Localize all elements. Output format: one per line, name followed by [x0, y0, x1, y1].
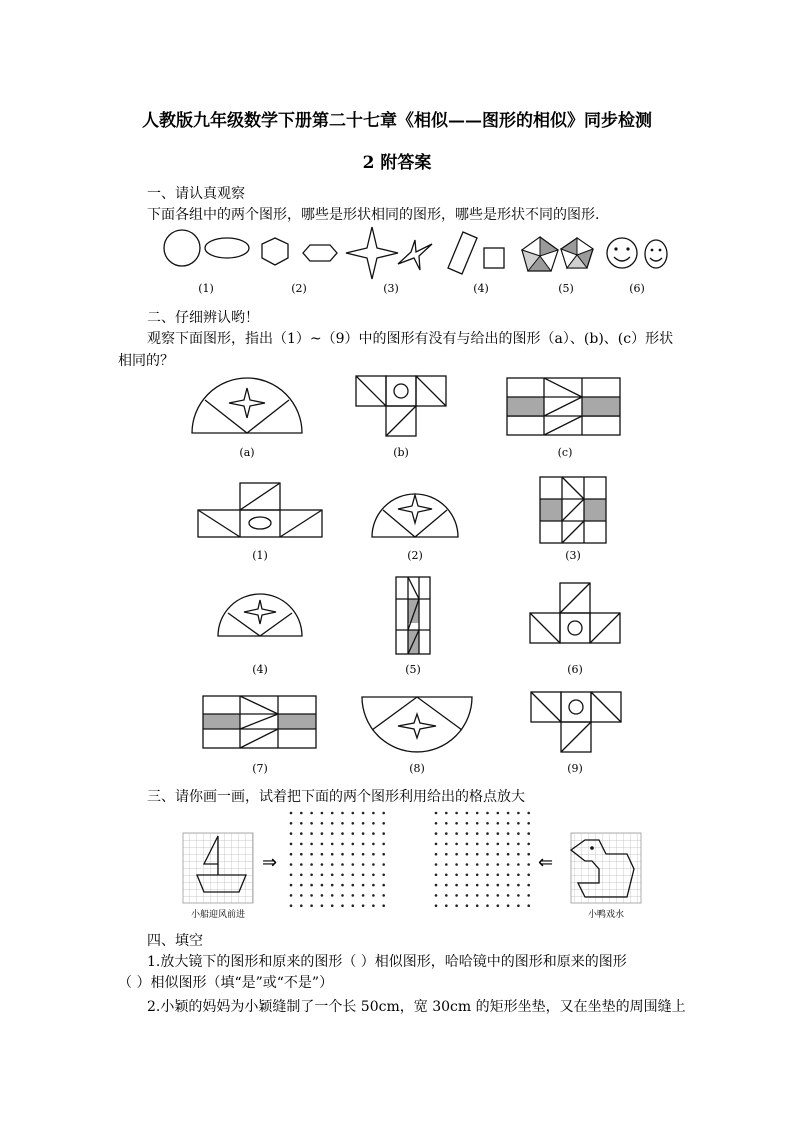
- grid-dot: [497, 853, 500, 856]
- grid-dot: [466, 884, 469, 887]
- grid-dot: [321, 812, 324, 815]
- caption-1: (1): [252, 549, 268, 562]
- grid-dot: [290, 863, 293, 866]
- grid-dot: [445, 822, 448, 825]
- dot-grid-right: [435, 812, 530, 907]
- grid-dot: [310, 843, 313, 846]
- grid-dot: [517, 843, 520, 846]
- grid-dot: [382, 832, 385, 835]
- grid-dot: [445, 904, 448, 907]
- section1-prompt: 下面各组中的两个图形，哪些是形状相同的图形，哪些是形状不同的图形.: [147, 207, 600, 223]
- grid-dot: [331, 812, 334, 815]
- grid-dot: [517, 874, 520, 877]
- grid-dot: [507, 894, 510, 897]
- grid-dot: [352, 884, 355, 887]
- section1-caption-4: (4): [473, 282, 489, 295]
- grid-dot: [290, 822, 293, 825]
- section2-prompt-line1: 观察下面图形，指出（1）~（9）中的图形有没有与给出的图形（a）、(b)、(c）形状: [147, 331, 674, 347]
- grid-dot: [290, 904, 293, 907]
- grid-dot: [476, 832, 479, 835]
- grid-dot: [445, 884, 448, 887]
- caption-3: (3): [565, 549, 581, 562]
- grid-dot: [455, 822, 458, 825]
- grid-dot: [382, 884, 385, 887]
- grid-dot: [527, 894, 530, 897]
- grid-dot: [321, 863, 324, 866]
- grid-dot: [382, 822, 385, 825]
- grid-dot: [455, 863, 458, 866]
- question1-line2: （ ）相似图形（填“是”或“不是”）: [118, 975, 334, 991]
- grid-dot: [321, 904, 324, 907]
- grid-dot: [300, 822, 303, 825]
- caption-5: (5): [405, 663, 421, 676]
- caption-4: (4): [252, 663, 268, 676]
- grid-dot: [310, 832, 313, 835]
- grid-dot: [310, 853, 313, 856]
- duck-caption: 小鸭戏水: [587, 910, 624, 920]
- grid-dot: [331, 863, 334, 866]
- grid-dot: [435, 863, 438, 866]
- grid-dot: [310, 812, 313, 815]
- grid-dot: [382, 812, 385, 815]
- grid-dot: [352, 874, 355, 877]
- grid-dot: [507, 863, 510, 866]
- grid-dot: [290, 843, 293, 846]
- question1-line1: 1.放大镜下的图形和原来的图形（ ）相似图形，哈哈镜中的图形和原来的图形: [147, 954, 627, 970]
- grid-dot: [310, 884, 313, 887]
- grid-dot: [455, 812, 458, 815]
- grid-dot: [331, 832, 334, 835]
- grid-dot: [486, 812, 489, 815]
- grid-dot: [455, 874, 458, 877]
- section3-heading: 三、请你画一画，试着把下面的两个图形利用给出的格点放大: [147, 789, 525, 805]
- grid-dot: [331, 853, 334, 856]
- grid-dot: [466, 853, 469, 856]
- grid-dot: [517, 904, 520, 907]
- grid-dot: [290, 884, 293, 887]
- grid-dot: [486, 904, 489, 907]
- grid-dot: [486, 863, 489, 866]
- grid-dot: [527, 904, 530, 907]
- grid-dot: [527, 843, 530, 846]
- grid-dot: [497, 894, 500, 897]
- grid-dot: [382, 894, 385, 897]
- grid-dot: [497, 832, 500, 835]
- grid-dot: [486, 894, 489, 897]
- grid-dot: [497, 843, 500, 846]
- grid-dot: [331, 822, 334, 825]
- grid-dot: [435, 843, 438, 846]
- grid-dot: [476, 904, 479, 907]
- grid-dot: [497, 874, 500, 877]
- grid-dot: [497, 812, 500, 815]
- grid-dot: [527, 832, 530, 835]
- caption-9: (9): [567, 762, 583, 775]
- grid-dot: [300, 843, 303, 846]
- grid-dot: [497, 904, 500, 907]
- grid-dot: [466, 843, 469, 846]
- dot-grid-left: [290, 812, 385, 907]
- grid-dot: [362, 832, 365, 835]
- boat-grid: [183, 833, 253, 903]
- grid-dot: [352, 853, 355, 856]
- grid-dot: [486, 832, 489, 835]
- section1-caption-6: (6): [629, 282, 645, 295]
- grid-dot: [507, 884, 510, 887]
- grid-dot: [527, 884, 530, 887]
- grid-dot: [362, 863, 365, 866]
- grid-dot: [445, 894, 448, 897]
- grid-dot: [445, 832, 448, 835]
- grid-dot: [466, 832, 469, 835]
- grid-dot: [435, 904, 438, 907]
- grid-dot: [372, 884, 375, 887]
- section1-caption-2: (2): [291, 282, 307, 295]
- grid-dot: [527, 853, 530, 856]
- grid-dot: [290, 894, 293, 897]
- grid-dot: [486, 822, 489, 825]
- grid-dot: [527, 812, 530, 815]
- grid-dot: [507, 812, 510, 815]
- grid-dot: [382, 843, 385, 846]
- grid-dot: [382, 863, 385, 866]
- grid-dot: [290, 832, 293, 835]
- grid-dot: [486, 843, 489, 846]
- grid-dot: [362, 904, 365, 907]
- grid-dot: [341, 843, 344, 846]
- grid-dot: [290, 812, 293, 815]
- grid-dot: [466, 904, 469, 907]
- grid-dot: [507, 874, 510, 877]
- grid-dot: [321, 884, 324, 887]
- grid-dot: [290, 853, 293, 856]
- grid-dot: [300, 894, 303, 897]
- grid-dot: [310, 904, 313, 907]
- grid-dot: [352, 822, 355, 825]
- grid-dot: [507, 832, 510, 835]
- grid-dot: [300, 884, 303, 887]
- grid-dot: [435, 853, 438, 856]
- caption-2: (2): [407, 549, 423, 562]
- grid-dot: [362, 822, 365, 825]
- grid-dot: [341, 832, 344, 835]
- grid-dot: [445, 874, 448, 877]
- grid-dot: [372, 863, 375, 866]
- grid-dot: [517, 863, 520, 866]
- grid-dot: [476, 822, 479, 825]
- grid-dot: [476, 853, 479, 856]
- page-title: 人教版九年级数学下册第二十七章《相似——图形的相似》同步检测: [142, 111, 652, 131]
- grid-dot: [455, 884, 458, 887]
- grid-dot: [331, 894, 334, 897]
- caption-7: (7): [252, 762, 268, 775]
- grid-dot: [527, 874, 530, 877]
- caption-a: (a): [239, 446, 255, 459]
- grid-dot: [331, 874, 334, 877]
- caption-8: (8): [409, 762, 425, 775]
- grid-dot: [517, 884, 520, 887]
- caption-b: (b): [393, 446, 409, 459]
- grid-dot: [321, 874, 324, 877]
- grid-dot: [341, 812, 344, 815]
- grid-dot: [455, 904, 458, 907]
- section1-heading: 一、请认真观察: [147, 186, 245, 202]
- grid-dot: [466, 812, 469, 815]
- grid-dot: [341, 822, 344, 825]
- grid-dot: [466, 863, 469, 866]
- question2-line1: 2.小颖的妈妈为小颖缝制了一个长 50cm，宽 30cm 的矩形坐垫，又在坐垫的周围缝上: [147, 999, 686, 1015]
- grid-dot: [341, 904, 344, 907]
- grid-dot: [352, 894, 355, 897]
- duck-grid: [571, 833, 641, 903]
- grid-dot: [455, 843, 458, 846]
- grid-dot: [331, 843, 334, 846]
- page-subtitle: 2 附答案: [362, 153, 432, 173]
- grid-dot: [321, 853, 324, 856]
- grid-dot: [352, 863, 355, 866]
- grid-dot: [435, 832, 438, 835]
- grid-dot: [497, 822, 500, 825]
- grid-dot: [507, 853, 510, 856]
- grid-dot: [517, 822, 520, 825]
- grid-dot: [372, 894, 375, 897]
- grid-dot: [352, 832, 355, 835]
- grid-dot: [476, 874, 479, 877]
- grid-dot: [331, 904, 334, 907]
- grid-dot: [300, 853, 303, 856]
- section2-heading: 二、仔细辨认哟！: [147, 310, 259, 326]
- grid-dot: [476, 863, 479, 866]
- grid-dot: [341, 863, 344, 866]
- section1-caption-5: (5): [558, 282, 574, 295]
- grid-dot: [517, 853, 520, 856]
- grid-dot: [352, 812, 355, 815]
- grid-dot: [486, 874, 489, 877]
- grid-dot: [341, 874, 344, 877]
- grid-dot: [517, 812, 520, 815]
- grid-dot: [507, 904, 510, 907]
- grid-dot: [382, 853, 385, 856]
- grid-dot: [445, 853, 448, 856]
- grid-dot: [321, 843, 324, 846]
- grid-dot: [507, 822, 510, 825]
- grid-dot: [382, 904, 385, 907]
- grid-dot: [331, 884, 334, 887]
- grid-dot: [321, 822, 324, 825]
- grid-dot: [362, 843, 365, 846]
- grid-dot: [300, 832, 303, 835]
- grid-dot: [497, 884, 500, 887]
- grid-dot: [341, 884, 344, 887]
- grid-dot: [476, 894, 479, 897]
- grid-dot: [372, 904, 375, 907]
- grid-dot: [527, 863, 530, 866]
- grid-dot: [352, 843, 355, 846]
- grid-dot: [476, 843, 479, 846]
- grid-dot: [527, 822, 530, 825]
- grid-dot: [362, 812, 365, 815]
- grid-dot: [445, 812, 448, 815]
- caption-6: (6): [567, 663, 583, 676]
- grid-dot: [372, 822, 375, 825]
- grid-dot: [476, 884, 479, 887]
- grid-dot: [372, 853, 375, 856]
- grid-dot: [341, 894, 344, 897]
- grid-dot: [310, 863, 313, 866]
- grid-dot: [466, 874, 469, 877]
- grid-dot: [300, 812, 303, 815]
- section4-heading: 四、填空: [147, 933, 203, 949]
- grid-dot: [290, 874, 293, 877]
- grid-dot: [445, 863, 448, 866]
- grid-dot: [372, 812, 375, 815]
- grid-dot: [372, 832, 375, 835]
- grid-dot: [310, 874, 313, 877]
- grid-dot: [362, 853, 365, 856]
- grid-dot: [372, 843, 375, 846]
- grid-dot: [517, 832, 520, 835]
- grid-dot: [435, 894, 438, 897]
- grid-dot: [435, 812, 438, 815]
- grid-dot: [455, 853, 458, 856]
- grid-dot: [507, 843, 510, 846]
- grid-dot: [517, 894, 520, 897]
- section2-prompt-line2: 相同的？: [118, 353, 174, 369]
- grid-dot: [455, 832, 458, 835]
- grid-dot: [445, 843, 448, 846]
- grid-dot: [497, 863, 500, 866]
- grid-dot: [372, 874, 375, 877]
- grid-dot: [300, 863, 303, 866]
- grid-dot: [362, 894, 365, 897]
- section1-caption-3: (3): [383, 282, 399, 295]
- grid-dot: [382, 874, 385, 877]
- grid-dot: [362, 884, 365, 887]
- grid-dot: [352, 904, 355, 907]
- grid-dot: [435, 874, 438, 877]
- caption-c: (c): [557, 446, 573, 459]
- grid-dot: [300, 904, 303, 907]
- arrow-left-icon: ⇐: [538, 852, 554, 873]
- grid-dot: [321, 894, 324, 897]
- grid-dot: [466, 894, 469, 897]
- grid-dot: [300, 874, 303, 877]
- grid-dot: [310, 894, 313, 897]
- grid-dot: [486, 853, 489, 856]
- grid-dot: [435, 884, 438, 887]
- grid-dot: [310, 822, 313, 825]
- boat-caption: 小船迎风前进: [190, 910, 245, 920]
- grid-dot: [435, 822, 438, 825]
- arrow-right-icon: ⇒: [262, 852, 278, 873]
- grid-dot: [486, 884, 489, 887]
- section1-caption-1: (1): [198, 282, 214, 295]
- grid-dot: [476, 812, 479, 815]
- grid-dot: [341, 853, 344, 856]
- grid-dot: [455, 894, 458, 897]
- grid-dot: [466, 822, 469, 825]
- grid-dot: [321, 832, 324, 835]
- grid-dot: [362, 874, 365, 877]
